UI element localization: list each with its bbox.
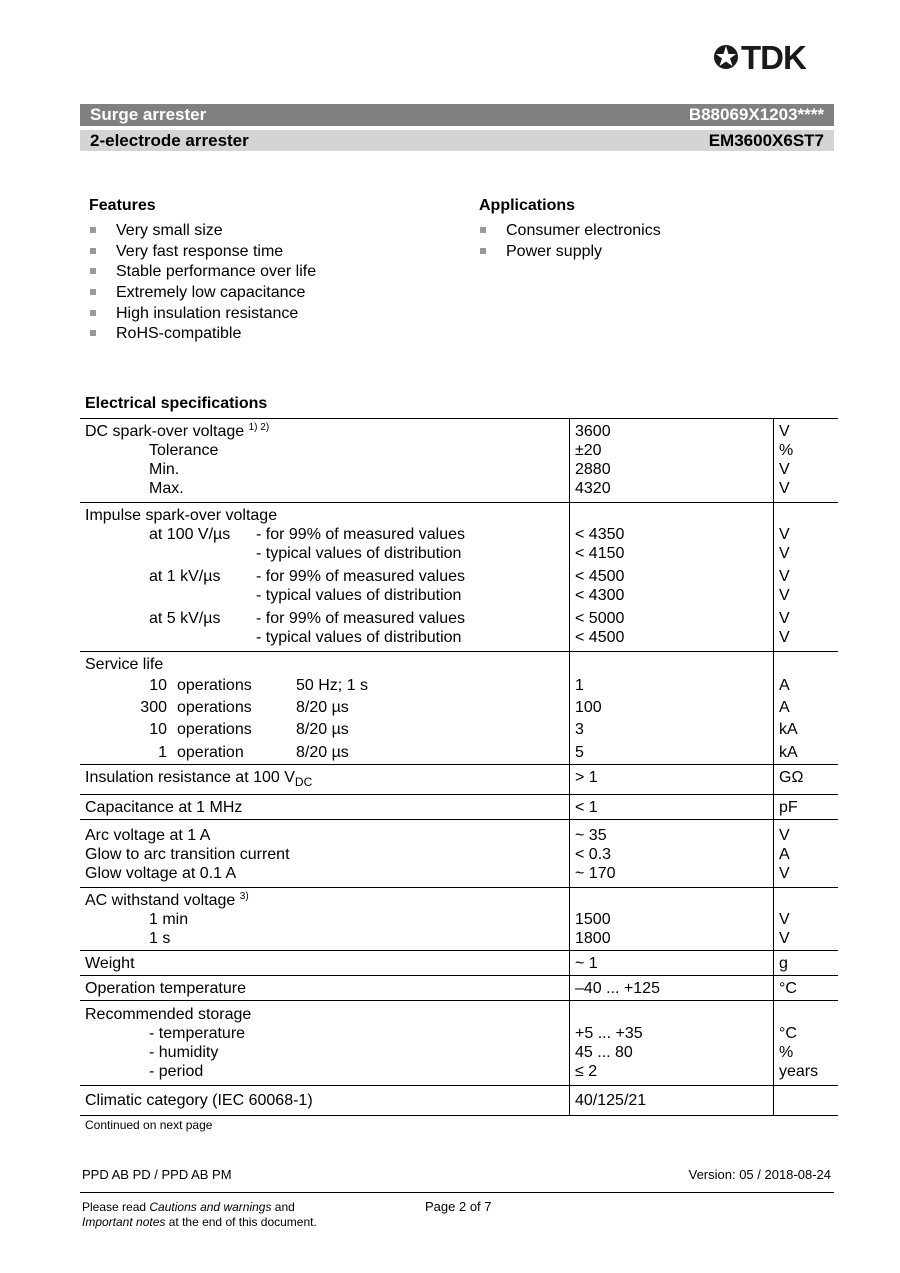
spec-table (80, 418, 838, 1116)
table-row: Climatic category (IEC 60068-1) 40/125/21 (80, 1085, 838, 1115)
bullet-icon (90, 310, 96, 316)
features-section (89, 197, 449, 345)
model-code: EM3600X6ST7 (708, 131, 824, 150)
bullet-icon (480, 248, 486, 254)
tdk-logo (712, 40, 837, 74)
footer-note: Please read Cautions and warnings and Important notes at the end of this document. (82, 1200, 317, 1229)
table-row: Capacitance at 1 MHz < 1 pF (80, 794, 838, 819)
bullet-icon (90, 248, 96, 254)
product-name: Surge arrester (90, 105, 207, 124)
table-row: Impulse spark-over voltage at 100 V/µs - for 99% of measured values - typical values of distribution at 1 kV/µs - for 99% of measured values - typical values of distribution at 5 kV/µs - for 99% of measured values - typical values of distribution < 4350 < 4150 < 4500 < 4300 < 5000 < 4500 V V V V V V (80, 503, 838, 652)
header-bar-product (80, 104, 834, 126)
list-item: Very fast response time (89, 242, 449, 263)
footer-dept: PPD AB PD / PPD AB PM (82, 1167, 232, 1182)
table-row: AC withstand voltage $^{3)}$ 1 min 1 s 1500 1800 V V (80, 887, 838, 950)
bullet-icon (90, 330, 96, 336)
bullet-icon (90, 289, 96, 295)
applications-list (479, 221, 809, 262)
footer-divider (80, 1192, 834, 1193)
list-item: Very small size (89, 221, 449, 242)
bullet-icon (480, 227, 486, 233)
table-row: Insulation resistance at 100 $V_{DC}$ > 1 GΩ (80, 764, 838, 794)
table-row: Weight ~ 1 g (80, 950, 838, 975)
list-item: High insulation resistance (89, 304, 449, 325)
list-item: Consumer electronics (479, 221, 809, 242)
table-row: Service life 10 operations 50 Hz; 1 s 300 operations 8/20 µs 10 operations 8/20 µs 1 operation 8/20 µs 1 100 3 5 A A kA kA (80, 652, 838, 765)
applications-section (479, 197, 809, 262)
list-item: Extremely low capacitance (89, 283, 449, 304)
order-code: B88069X1203**** (688, 105, 824, 124)
electrical-title: Electrical specifications (85, 395, 268, 412)
table-row: Arc voltage at 1 A Glow to arc transition current Glow voltage at 0.1 A ~ 35 < 0.3 ~ 170 V A V (80, 819, 838, 887)
page-number: Page 2 of 7 (425, 1199, 492, 1214)
features-list (89, 221, 449, 345)
table-row: DC spark-over voltage $^{1) 2)}$ Tolerance Min. Max. 3600 ±20 2880 4320 V % V V (80, 419, 838, 503)
footer-version: Version: 05 / 2018-08-24 (688, 1167, 831, 1182)
applications-title: Applications (479, 197, 576, 214)
table-row: Recommended storage - temperature - humidity - period +5 ... +35 45 ... 80 ≤ 2 °C % years (80, 1000, 838, 1085)
continued-note: Continued on next page (85, 1118, 213, 1132)
bullet-icon (90, 268, 96, 274)
header-bar-type (80, 130, 834, 151)
list-item: RoHS-compatible (89, 324, 449, 345)
tdk-logo-icon (712, 40, 837, 74)
list-item: Stable performance over life (89, 262, 449, 283)
product-type: 2-electrode arrester (90, 131, 249, 150)
bullet-icon (90, 227, 96, 233)
logo-text: TDK (741, 40, 806, 74)
table-row: Operation temperature –40 ... +125 °C (80, 975, 838, 1000)
list-item: Power supply (479, 242, 809, 263)
features-title: Features (89, 197, 156, 214)
